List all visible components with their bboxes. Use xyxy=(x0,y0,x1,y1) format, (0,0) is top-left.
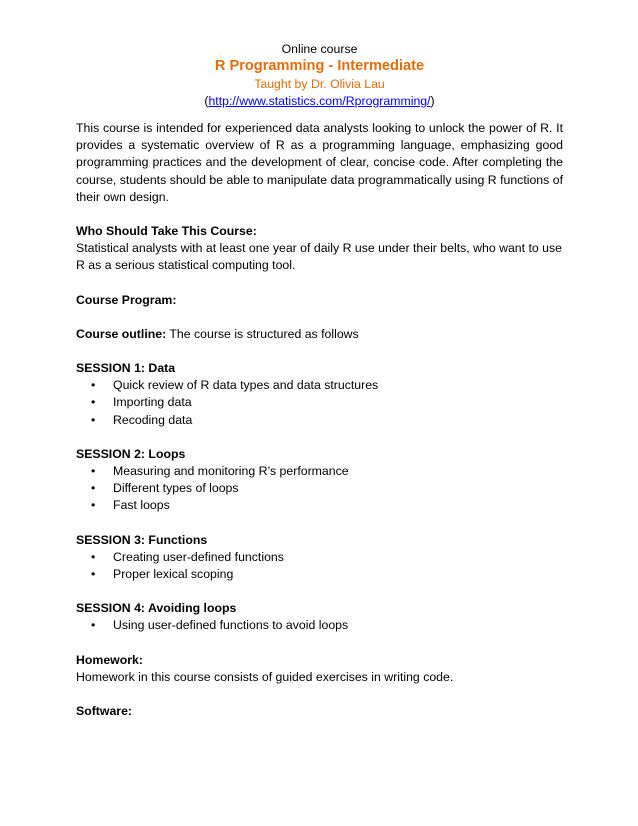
session-block xyxy=(76,446,563,515)
homework-heading: Homework: xyxy=(76,652,143,667)
session-title: SESSION 1: Data xyxy=(76,361,176,376)
session-items xyxy=(76,617,563,634)
program-heading: Course Program: xyxy=(76,292,177,307)
session-item: • Proper lexical scoping xyxy=(91,566,563,583)
session-item: • Different types of loops xyxy=(91,480,563,497)
software-heading: Software: xyxy=(76,704,133,719)
session-items xyxy=(76,549,563,583)
session-item: • Quick review of R data types and data structures xyxy=(91,377,563,394)
outline-label: Course outline: xyxy=(76,326,167,341)
outline-text: The course is structured as follows xyxy=(166,326,359,341)
course-instructor: Taught by Dr. Olivia Lau xyxy=(254,77,385,91)
session-item: • Fast loops xyxy=(91,497,563,514)
session-item: • Creating user-defined functions xyxy=(91,549,563,566)
course-url-link[interactable]: http://www.statistics.com/Rprogramming/ xyxy=(208,94,431,108)
session-block xyxy=(76,360,563,429)
audience-heading: Who Should Take This Course: xyxy=(76,224,257,239)
course-header xyxy=(76,0,563,110)
session-title: SESSION 3: Functions xyxy=(76,532,208,547)
url-close-paren: ) xyxy=(430,94,435,108)
session-block xyxy=(76,532,563,584)
course-url-line xyxy=(76,93,563,110)
session-title: SESSION 2: Loops xyxy=(76,446,186,461)
session-title: SESSION 4: Avoiding loops xyxy=(76,601,237,616)
audience-text: Statistical analysts with at least one year of daily R use under their belts, who want to use R as a serious statistical computing tool. xyxy=(76,241,562,273)
session-items xyxy=(76,377,563,429)
course-title: R Programming - Intermediate xyxy=(214,58,425,74)
intro-paragraph: This course is intended for experienced data analysts looking to unlock the power of R. It provides a systematic overview of R as a programming language, emphasizing good programming practices and the development of clear, concise code. After completing the course, students should be able to manipulate data programmatically using R functions of their own design. xyxy=(76,121,563,204)
session-items xyxy=(76,463,563,515)
session-item: • Importing data xyxy=(91,394,563,411)
outline-line xyxy=(76,326,563,343)
course-kicker: Online course xyxy=(281,42,358,56)
session-item: • Using user-defined functions to avoid loops xyxy=(91,617,563,634)
homework-text: Homework in this course consists of guided exercises in writing code. xyxy=(76,669,454,684)
url-open-paren: ( xyxy=(204,94,209,108)
session-item: • Measuring and monitoring R’s performance xyxy=(91,463,563,480)
session-item: • Recoding data xyxy=(91,412,563,429)
session-block xyxy=(76,600,563,634)
